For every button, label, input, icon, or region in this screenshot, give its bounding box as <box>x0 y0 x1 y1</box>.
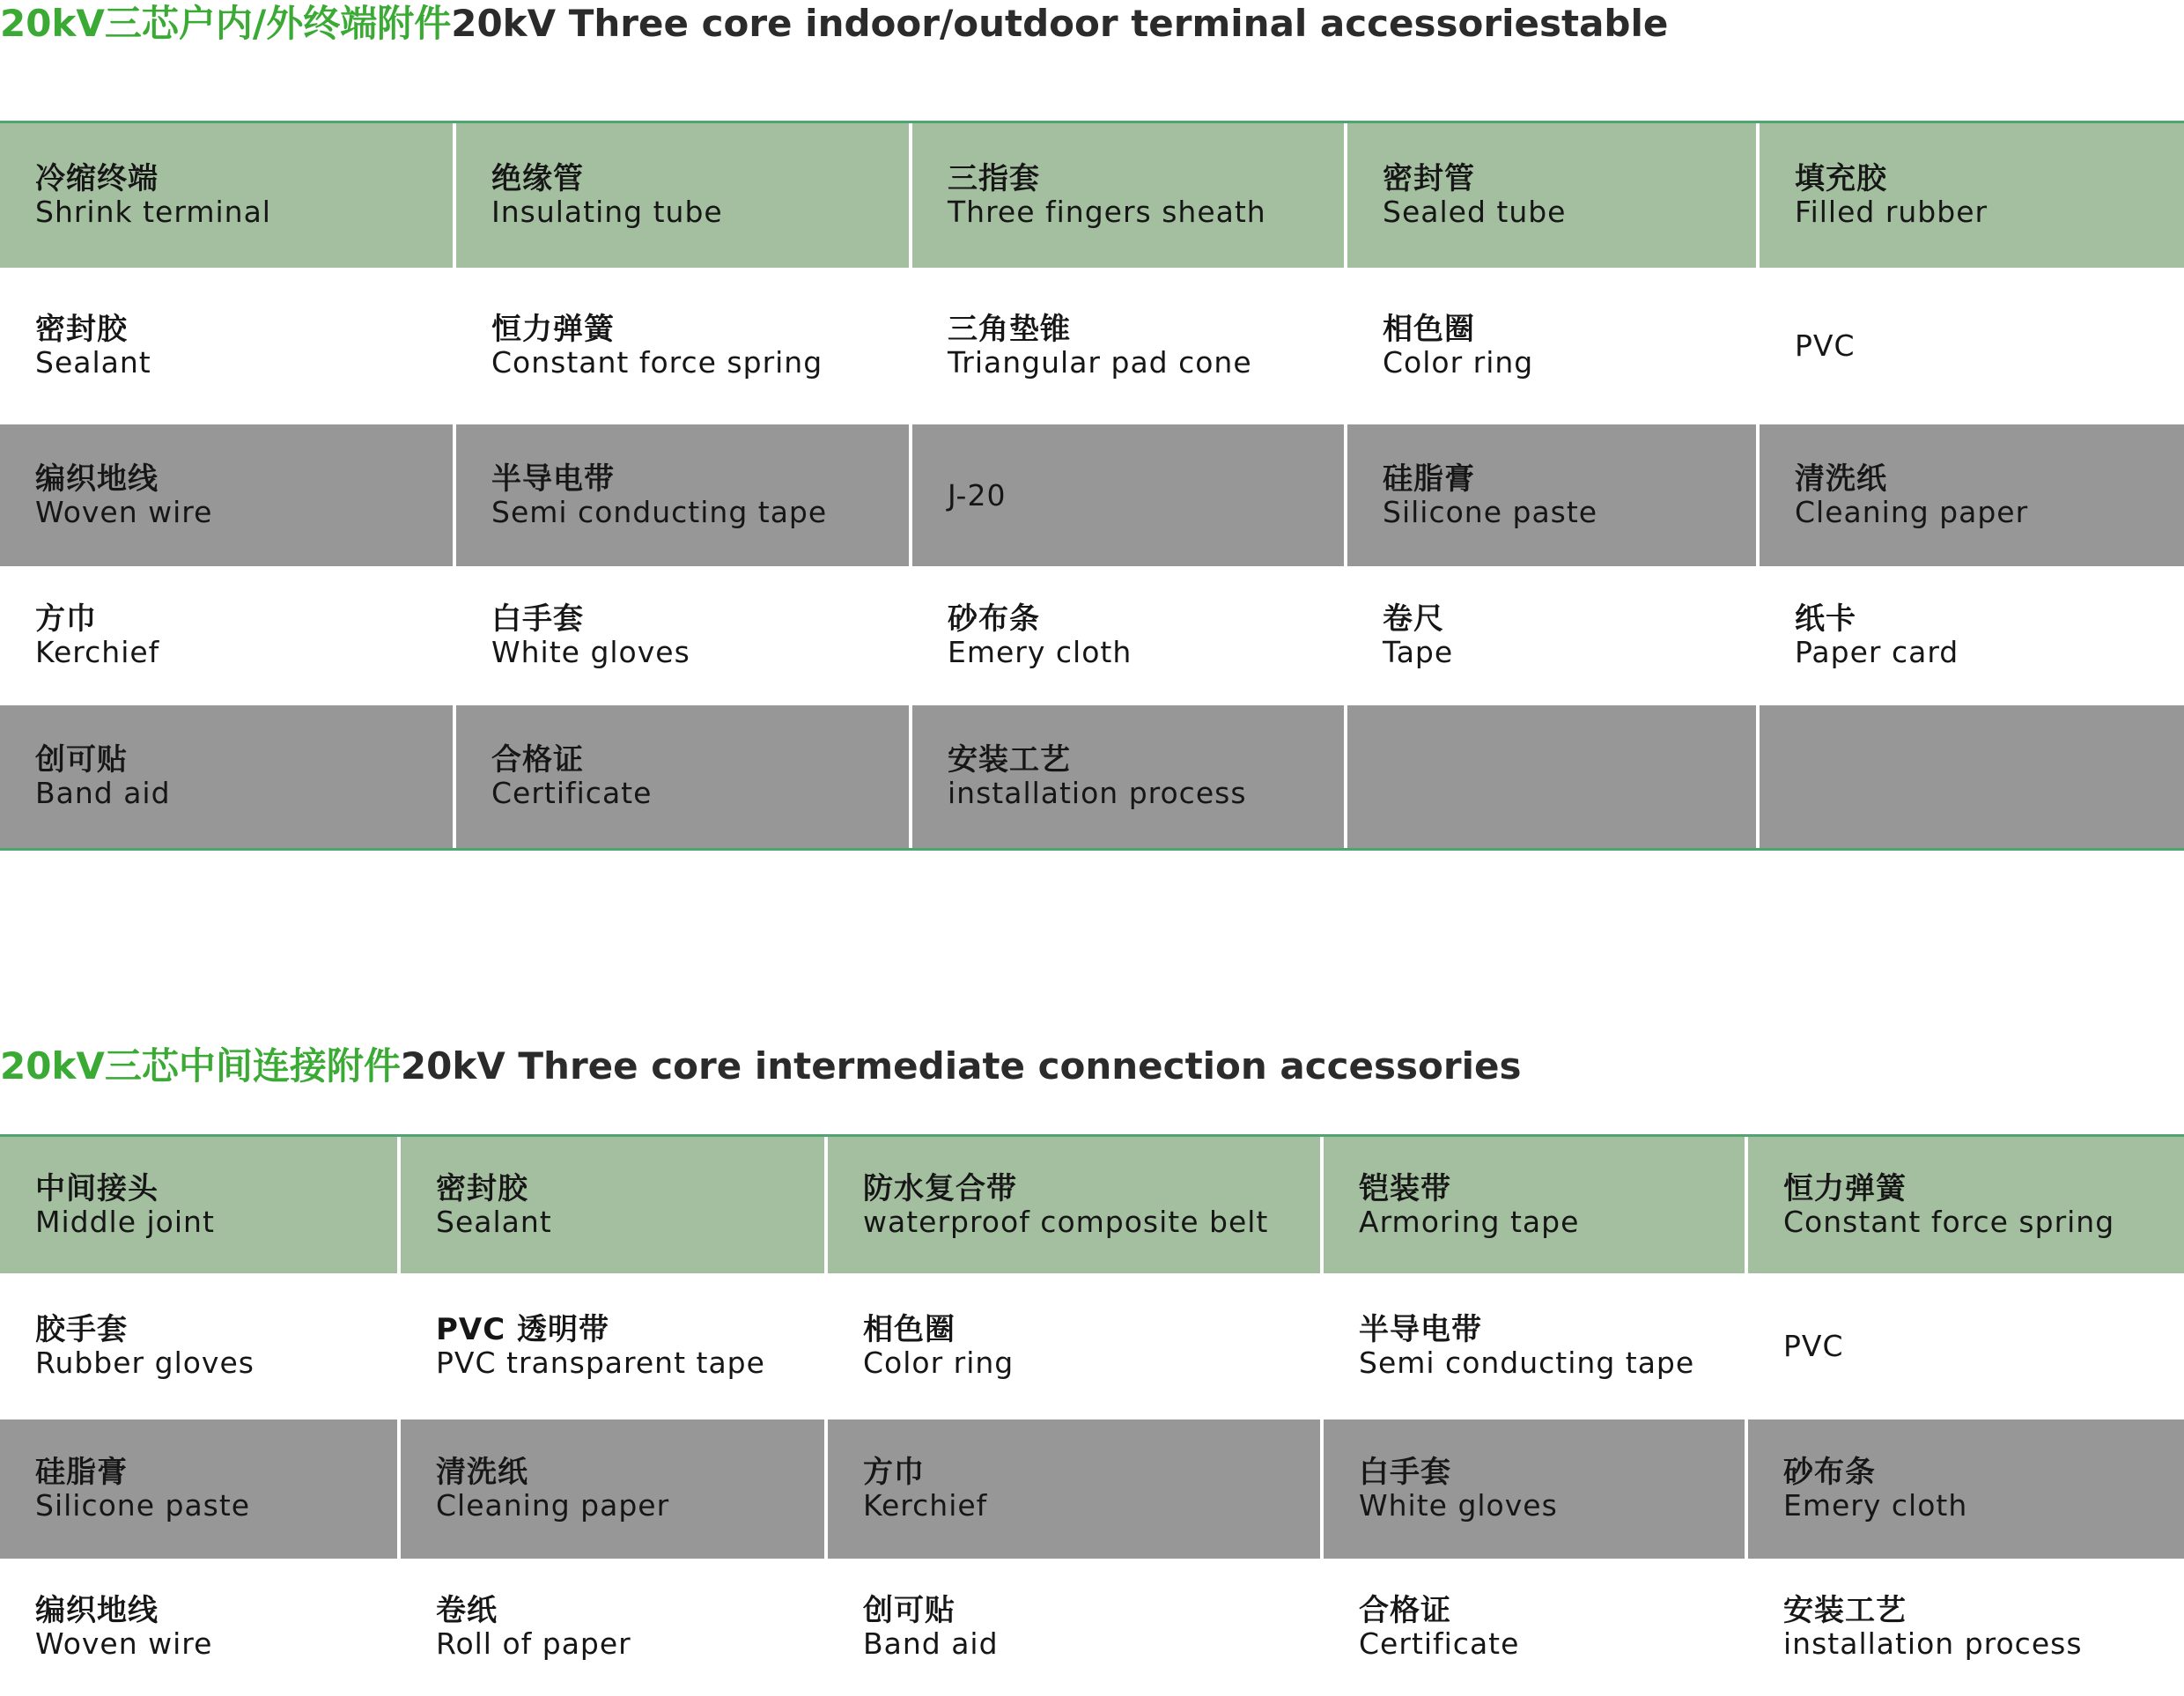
item-name-zh: 白手套 <box>1359 1455 1451 1490</box>
item-name-en: J-20 <box>948 477 1007 512</box>
item-name-zh: 清洗纸 <box>436 1455 528 1490</box>
table-cell <box>456 268 912 424</box>
item-name-en: installation process <box>948 776 1247 810</box>
table-cell <box>401 1273 828 1419</box>
item-name-zh: 安装工艺 <box>948 742 1071 778</box>
item-name-en: White gloves <box>491 635 690 669</box>
table-cell <box>1748 1273 2184 1419</box>
table-cell <box>1760 566 2184 705</box>
item-name-en: Certificate <box>491 776 653 810</box>
table-cell <box>1324 1419 1748 1559</box>
item-name-en: Sealed tube <box>1383 195 1567 229</box>
table-cell <box>1324 1273 1748 1419</box>
item-name-en: Insulating tube <box>491 195 723 229</box>
table-cell <box>1760 123 2184 268</box>
item-name-en: waterproof composite belt <box>863 1204 1269 1239</box>
item-name-zh: 密封管 <box>1383 161 1475 196</box>
item-name-zh: 硅脂膏 <box>35 1455 128 1490</box>
item-name-zh: 密封胶 <box>436 1170 528 1206</box>
table-cell <box>1347 566 1760 705</box>
table-cell <box>0 123 456 268</box>
item-name-en: Filled rubber <box>1795 195 1988 229</box>
item-name-zh: 创可贴 <box>863 1593 956 1628</box>
item-name-zh: 绝缘管 <box>491 161 584 196</box>
item-name-en: Three fingers sheath <box>948 195 1266 229</box>
item-name-en: PVC <box>1795 328 1856 363</box>
item-name-zh: 防水复合带 <box>863 1170 1017 1206</box>
item-name-en: Band aid <box>35 776 171 810</box>
table-cell <box>1760 268 2184 424</box>
table-cell <box>1748 1137 2184 1273</box>
item-name-en: Paper card <box>1795 635 1959 669</box>
item-name-en: Semi conducting tape <box>491 494 828 529</box>
item-name-en: Constant force spring <box>1783 1204 2115 1239</box>
item-name-en: Emery cloth <box>948 635 1133 669</box>
table-cell <box>0 268 456 424</box>
table-row <box>0 566 2184 705</box>
table-cell <box>1324 1137 1748 1273</box>
table-cell <box>456 566 912 705</box>
item-name-en: Semi conducting tape <box>1359 1346 1695 1380</box>
item-name-zh: 编织地线 <box>35 1593 159 1628</box>
section1-title-zh: 20kV三芯户内/外终端附件 <box>0 2 452 45</box>
item-name-zh: 填充胶 <box>1795 161 1887 196</box>
table-cell <box>0 566 456 705</box>
section2-title <box>0 1044 1522 1088</box>
item-name-zh: 冷缩终端 <box>35 161 159 196</box>
item-name-en: Color ring <box>1383 345 1534 380</box>
item-name-zh: 三指套 <box>948 161 1040 196</box>
item-name-zh: 合格证 <box>491 742 584 778</box>
item-name-en: White gloves <box>1359 1488 1558 1523</box>
table-cell <box>1760 705 2184 848</box>
item-name-zh: 砂布条 <box>1783 1455 1876 1490</box>
item-name-en: Silicone paste <box>35 1488 251 1523</box>
item-name-en: Certificate <box>1359 1626 1520 1661</box>
item-name-zh: 中间接头 <box>35 1170 159 1206</box>
item-name-zh: 恒力弹簧 <box>1783 1170 1907 1206</box>
item-name-en: Roll of paper <box>436 1626 631 1661</box>
section2-title-en: 20kV Three core intermediate connection accessories <box>400 1044 1522 1088</box>
section1-title-en: 20kV Three core indoor/outdoor terminal accessoriestable <box>451 2 1669 45</box>
table-cell <box>1347 705 1760 848</box>
item-name-zh: 三角垫锥 <box>948 312 1071 347</box>
item-name-en: PVC <box>1783 1329 1844 1363</box>
item-name-zh: 硅脂膏 <box>1383 461 1475 497</box>
table-cell <box>912 123 1347 268</box>
table-cell <box>456 705 912 848</box>
table-cell <box>1324 1559 1748 1696</box>
terminal-accessories-table <box>0 121 2184 851</box>
table-cell <box>912 424 1347 566</box>
item-name-en: Cleaning paper <box>1795 494 2029 529</box>
item-name-en: Woven wire <box>35 494 213 529</box>
item-name-en: Tape <box>1383 635 1454 669</box>
item-name-zh: 卷纸 <box>436 1593 498 1628</box>
item-name-en: Rubber gloves <box>35 1346 255 1380</box>
table-cell <box>1760 424 2184 566</box>
item-name-en: Cleaning paper <box>436 1488 670 1523</box>
item-name-zh: 相色圈 <box>863 1312 956 1347</box>
item-name-en: Color ring <box>863 1346 1015 1380</box>
item-name-zh: 安装工艺 <box>1783 1593 1907 1628</box>
item-name-en: Constant force spring <box>491 345 823 380</box>
table-cell <box>912 566 1347 705</box>
item-name-en: Middle joint <box>35 1204 215 1239</box>
item-name-zh: 方巾 <box>35 601 97 637</box>
table-cell <box>0 705 456 848</box>
table-cell <box>0 424 456 566</box>
item-name-en: Shrink terminal <box>35 195 271 229</box>
item-name-zh: 清洗纸 <box>1795 461 1887 497</box>
section2-title-zh: 20kV三芯中间连接附件 <box>0 1044 401 1088</box>
item-name-zh: PVC 透明带 <box>436 1312 610 1347</box>
table-cell <box>1347 424 1760 566</box>
item-name-zh: 创可贴 <box>35 742 128 778</box>
table-cell <box>401 1137 828 1273</box>
item-name-zh: 方巾 <box>863 1455 925 1490</box>
item-name-en: Triangular pad cone <box>948 345 1252 380</box>
table-row <box>0 1559 2184 1696</box>
item-name-zh: 相色圈 <box>1383 312 1475 347</box>
item-name-zh: 编织地线 <box>35 461 159 497</box>
item-name-en: installation process <box>1783 1626 2083 1661</box>
table-cell <box>0 1273 401 1419</box>
connection-accessories-table <box>0 1134 2184 1696</box>
item-name-en: Kerchief <box>863 1488 988 1523</box>
table-row <box>0 1419 2184 1559</box>
item-name-en: Kerchief <box>35 635 160 669</box>
table-cell <box>401 1559 828 1696</box>
item-name-en: Silicone paste <box>1383 494 1598 529</box>
table-cell <box>912 705 1347 848</box>
item-name-en: Band aid <box>863 1626 999 1661</box>
item-name-zh: 卷尺 <box>1383 601 1444 637</box>
item-name-zh: 密封胶 <box>35 312 128 347</box>
item-name-zh: 恒力弹簧 <box>491 312 615 347</box>
table-cell <box>1347 268 1760 424</box>
table-cell <box>828 1559 1324 1696</box>
item-name-zh: 合格证 <box>1359 1593 1451 1628</box>
item-name-en: Emery cloth <box>1783 1488 1968 1523</box>
table-cell <box>0 1137 401 1273</box>
table-cell <box>456 123 912 268</box>
item-name-en: Sealant <box>35 345 151 380</box>
table-row <box>0 705 2184 851</box>
table-cell <box>828 1273 1324 1419</box>
item-name-en: Woven wire <box>35 1626 213 1661</box>
item-name-zh: 铠装带 <box>1359 1170 1451 1206</box>
table-cell <box>1748 1559 2184 1696</box>
item-name-en: PVC transparent tape <box>436 1346 765 1380</box>
table-cell <box>401 1419 828 1559</box>
item-name-zh: 半导电带 <box>491 461 615 497</box>
item-name-zh: 半导电带 <box>1359 1312 1482 1347</box>
table-cell <box>0 1559 401 1696</box>
item-name-zh: 白手套 <box>491 601 584 637</box>
table-row <box>0 123 2184 268</box>
table-row <box>0 1273 2184 1419</box>
table-cell <box>828 1137 1324 1273</box>
section1-title <box>0 2 1669 45</box>
table-cell <box>456 424 912 566</box>
table-cell <box>828 1419 1324 1559</box>
table-row <box>0 268 2184 424</box>
item-name-zh: 砂布条 <box>948 601 1040 637</box>
table-row <box>0 1137 2184 1273</box>
table-cell <box>1347 123 1760 268</box>
table-cell <box>0 1419 401 1559</box>
table-row <box>0 424 2184 566</box>
item-name-zh: 胶手套 <box>35 1312 128 1347</box>
item-name-en: Sealant <box>436 1204 552 1239</box>
item-name-en: Armoring tape <box>1359 1204 1580 1239</box>
table-cell <box>1748 1419 2184 1559</box>
item-name-zh: 纸卡 <box>1795 601 1856 637</box>
table-cell <box>912 268 1347 424</box>
